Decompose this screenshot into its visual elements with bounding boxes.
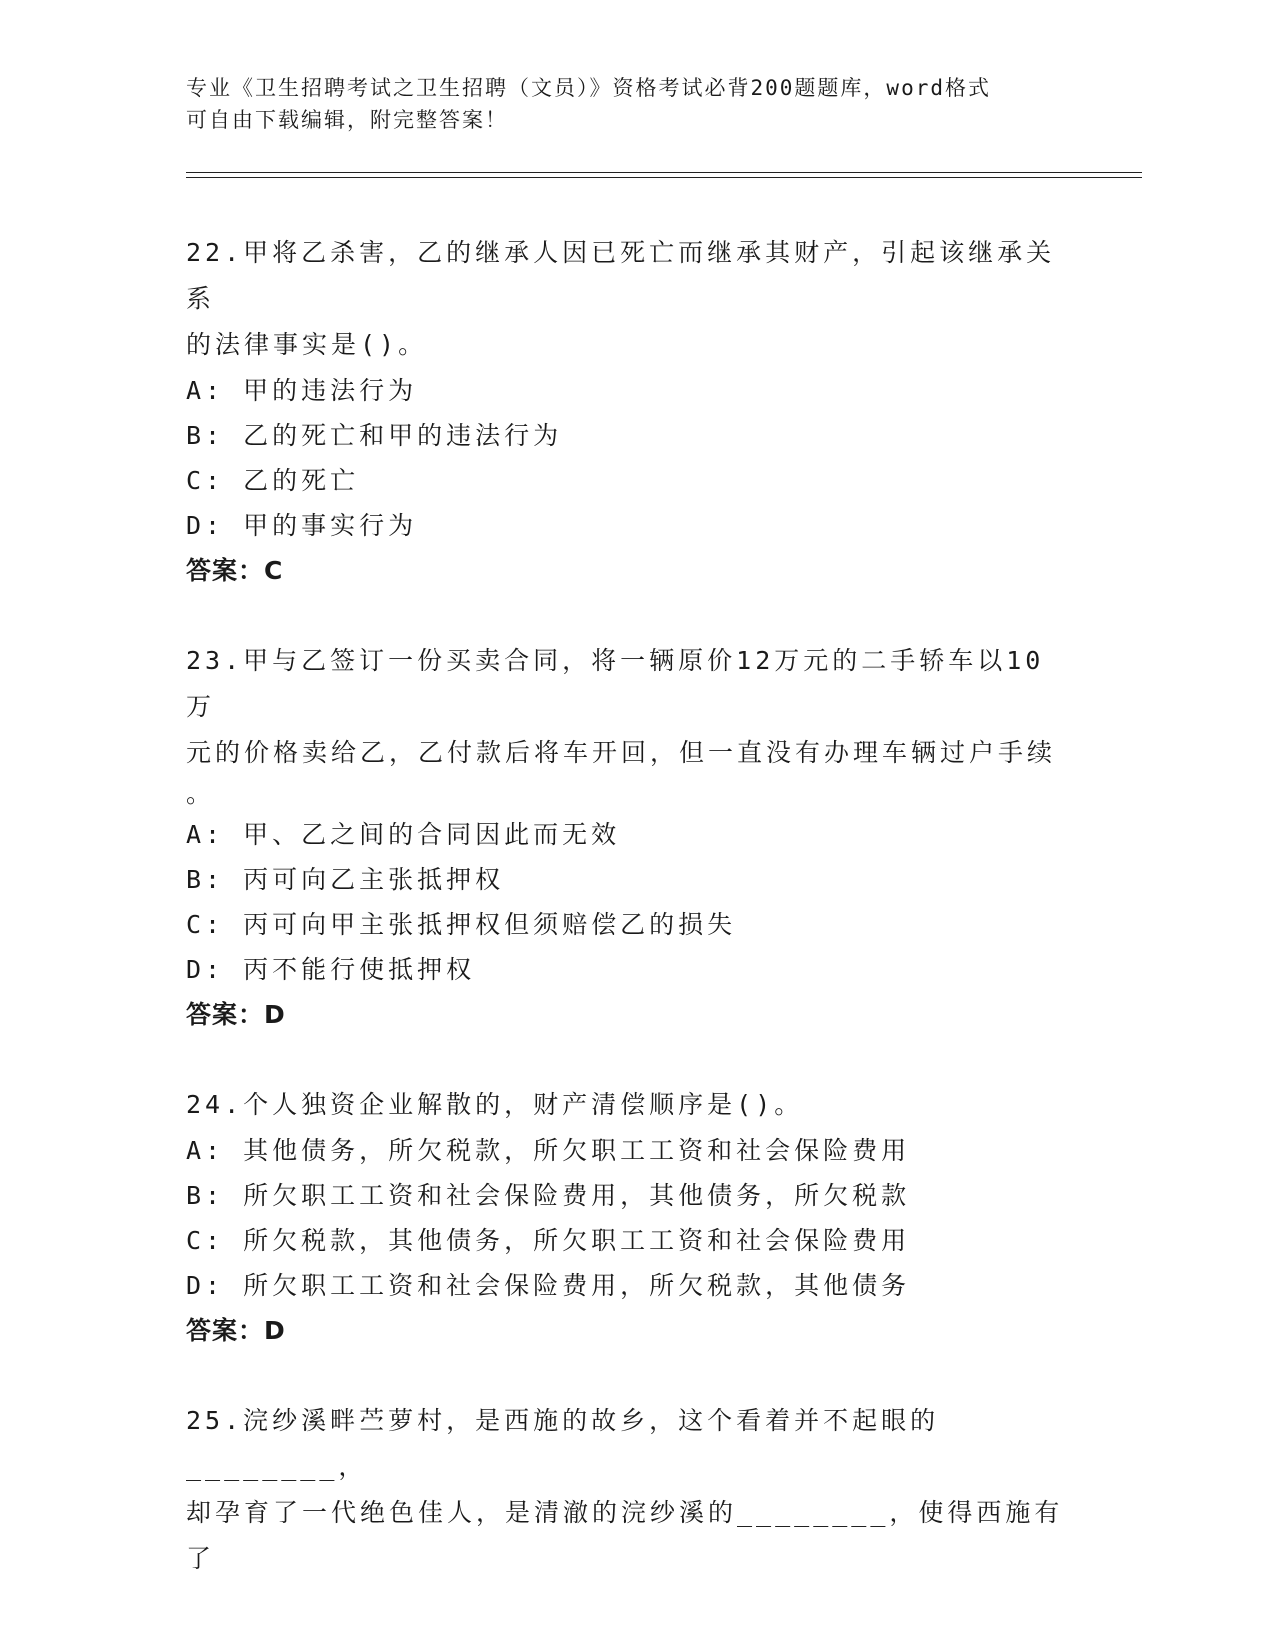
option-d: D: 所欠职工工资和社会保险费用，所欠税款，其他债务 [186,1271,911,1300]
header-divider-top [186,172,1142,173]
option-d: D: 甲的事实行为 [186,511,418,540]
option-c: C: 乙的死亡 [186,466,360,495]
header-line-2: 可自由下载编辑，附完整答案！ [186,108,508,132]
stem-line: 22.甲将乙杀害，乙的继承人因已死亡而继承其财产，引起该继承关系 [186,238,1056,313]
option-a: A: 其他债务，所欠税款，所欠职工工资和社会保险费用 [186,1136,911,1165]
question-23 [186,638,1066,1038]
stem-line: 元的价格卖给乙，乙付款后将车开回，但一直没有办理车辆过户手续 [186,738,1057,767]
question-stem [186,638,1066,812]
option-c: C: 丙可向甲主张抵押权但须赔偿乙的损失 [186,910,737,939]
stem-line: 的法律事实是()。 [186,330,428,359]
question-list [186,230,1066,1582]
answer-line: 答案：D [186,1000,286,1029]
option-a: A: 甲的违法行为 [186,376,418,405]
question-25 [186,1398,1066,1582]
stem-line: 。 [186,779,216,808]
document-header [186,72,1086,136]
question-24 [186,1082,1066,1354]
option-b: B: 乙的死亡和甲的违法行为 [186,421,563,450]
header-line-1: 专业《卫生招聘考试之卫生招聘（文员）》资格考试必背200题题库，word格式 [186,76,991,100]
header-divider-bottom [186,177,1142,178]
question-stem [186,1082,1066,1128]
question-stem [186,1398,1066,1582]
stem-line: 却孕育了一代绝色佳人，是清澈的浣纱溪的________，使得西施有了 [186,1498,1064,1573]
question-22 [186,230,1066,594]
option-b: B: 丙可向乙主张抵押权 [186,865,505,894]
answer-line: 答案：C [186,556,284,585]
option-b: B: 所欠职工工资和社会保险费用，其他债务，所欠税款 [186,1181,911,1210]
question-stem [186,230,1066,368]
option-c: C: 所欠税款，其他债务，所欠职工工资和社会保险费用 [186,1226,911,1255]
stem-line: 25.浣纱溪畔苎萝村，是西施的故乡，这个看着并不起眼的________， [186,1406,940,1481]
answer-line: 答案：D [186,1316,286,1345]
stem-line: 24.个人独资企业解散的，财产清偿顺序是()。 [186,1090,804,1119]
option-a: A: 甲、乙之间的合同因此而无效 [186,820,621,849]
stem-line: 23.甲与乙签订一份买卖合同，将一辆原价12万元的二手轿车以10万 [186,646,1045,721]
option-d: D: 丙不能行使抵押权 [186,955,476,984]
